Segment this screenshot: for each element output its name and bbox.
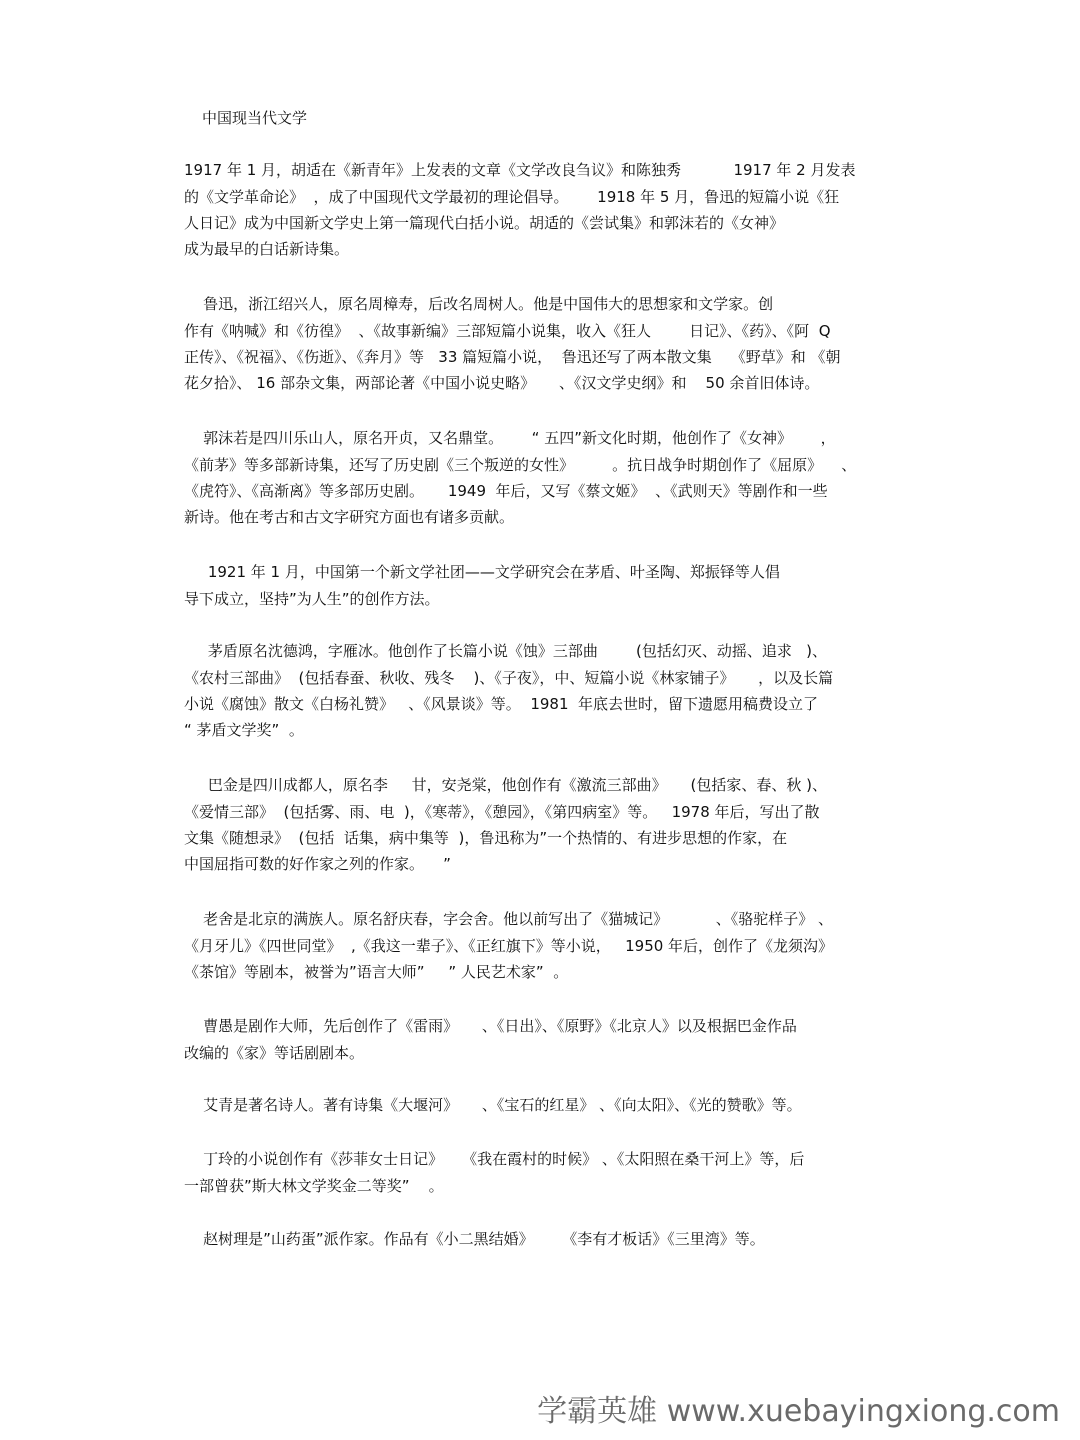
paragraph-line: 导下成立，坚持”为人生”的创作方法。 bbox=[184, 590, 440, 608]
paragraph-line: 改编的《家》等话剧剧本。 bbox=[184, 1044, 365, 1062]
paragraph-line: 老舍是北京的满族人。原名舒庆春，字会舍。他以前写出了《猫城记》 、《骆驼样子》 、 bbox=[184, 910, 834, 928]
paragraph-line: 丁玲的小说创作有《莎菲女士日记》 《我在霞村的时候》 、《太阳照在桑干河上》等，后 bbox=[184, 1150, 805, 1168]
paragraph-line: 《茶馆》等剧本，被誉为”语言大师” ” 人民艺术家” 。 bbox=[184, 963, 569, 981]
document-title: 中国现当代文学 bbox=[202, 109, 308, 127]
paragraph-line: 《月牙儿》《四世同堂》 ,《我这一辈子》、《正红旗下》等小说， 1950 年后，创作了《龙须沟》 bbox=[184, 937, 834, 955]
paragraph-line: 作有《呐喊》和《彷徨》 、《故事新编》三部短篇小说集，收入《狂人 日记》、《药》、《阿 Q bbox=[184, 322, 831, 340]
paragraph-line: 小说《腐蚀》散文《白杨礼赞》 、《风景谈》等。 1981 年底去世时，留下遗愿用稿费设立了 bbox=[184, 695, 819, 713]
paragraph-line: 郭沫若是四川乐山人，原名开贞，又名鼎堂。 “ 五四”新文化时期，他创作了《女神》 ， bbox=[184, 429, 836, 447]
paragraph-line: 成为最早的白话新诗集。 bbox=[184, 240, 350, 258]
paragraph-line: 正传》、《祝福》、《伤逝》、《奔月》等 33 篇短篇小说， 鲁迅还写了两本散文集 《野草》和 《朝 bbox=[184, 348, 841, 366]
paragraph-line: 《爱情三部》 (包括雾、雨、电 )，《寒蒂》，《憩园》，《第四病室》等。 1978 年后，写出了散 bbox=[184, 803, 820, 821]
paragraph-line: 《农村三部曲》 (包括春蚕、秋收、残冬 )、《子夜》，中、短篇小说《林家铺子》 ，以及长篇 bbox=[184, 669, 834, 687]
paragraph-line: 花夕拾》、 16 部杂文集，两部论著《中国小说史略》 、《汉文学史纲》和 50 余首旧体诗。 bbox=[184, 374, 820, 392]
paragraph-line: 1921 年 1 月，中国第一个新文学社团——文学研究会在茅盾、叶圣陶、郑振铎等人倡 bbox=[184, 563, 780, 581]
paragraph-line: 的《文学革命论》 ，成了中国现代文学最初的理论倡导。 1918 年 5 月，鲁迅的短篇小说《狂 bbox=[184, 188, 840, 206]
paragraph-line: 文集《随想录》 (包括 话集，病中集等 )，鲁迅称为”一个热情的、有进步思想的作家，在 bbox=[184, 829, 788, 847]
paragraph-line: 新诗。他在考古和古文字研究方面也有诸多贡献。 bbox=[184, 508, 515, 526]
paragraph-line: 鲁迅，浙江绍兴人，原名周樟寿，后改名周树人。他是中国伟大的思想家和文学家。创 bbox=[184, 295, 774, 313]
paragraph-line: 中国屈指可数的好作家之列的作家。 ” bbox=[184, 855, 451, 873]
paragraph-line: 艾青是著名诗人。著有诗集《大堰河》 、《宝石的红星》 、《向太阳》、《光的赞歌》等。 bbox=[184, 1096, 802, 1114]
paragraph-line: 曹愚是剧作大师，先后创作了《雷雨》 、《日出》、《原野》《北京人》以及根据巴金作品 bbox=[184, 1017, 797, 1035]
paragraph-line: 1917 年 1 月，胡适在《新青年》上发表的文章《文学改良刍议》和陈独秀 1917 年 2 月发表 bbox=[184, 161, 856, 179]
paragraph-line: 人日记》成为中国新文学史上第一篇现代白括小说。胡适的《尝试集》和郭沫若的《女神》 bbox=[184, 214, 785, 232]
watermark-footer: 学霸英雄 www.xuebayingxiong.com bbox=[537, 1394, 1060, 1429]
paragraph-line: 巴金是四川成都人，原名李 甘，安尧棠，他创作有《激流三部曲》 (包括家、春、秋 )、 bbox=[184, 776, 827, 794]
paragraph-line: “ 茅盾文学奖” 。 bbox=[184, 721, 304, 739]
paragraph-line: 茅盾原名沈德鸿，字雁冰。他创作了长篇小说《蚀》三部曲 (包括幻灭、动摇、追求 )、 bbox=[184, 642, 827, 660]
paragraph-line: 《虎符》、《高渐离》等多部历史剧。 1949 年后，又写《蔡文姬》 、《武则天》等剧作和一些 bbox=[184, 482, 828, 500]
paragraph-line: 一部曾获”斯大林文学奖金二等奖” 。 bbox=[184, 1177, 444, 1195]
paragraph-line: 赵树理是”山药蛋”派作家。作品有《小二黑结婚》 《李有才板话》《三里湾》等。 bbox=[184, 1230, 765, 1248]
paragraph-line: 《前茅》等多部新诗集，还写了历史剧《三个叛逆的女性》 。抗日战争时期创作了《屈原》 、 bbox=[184, 456, 857, 474]
